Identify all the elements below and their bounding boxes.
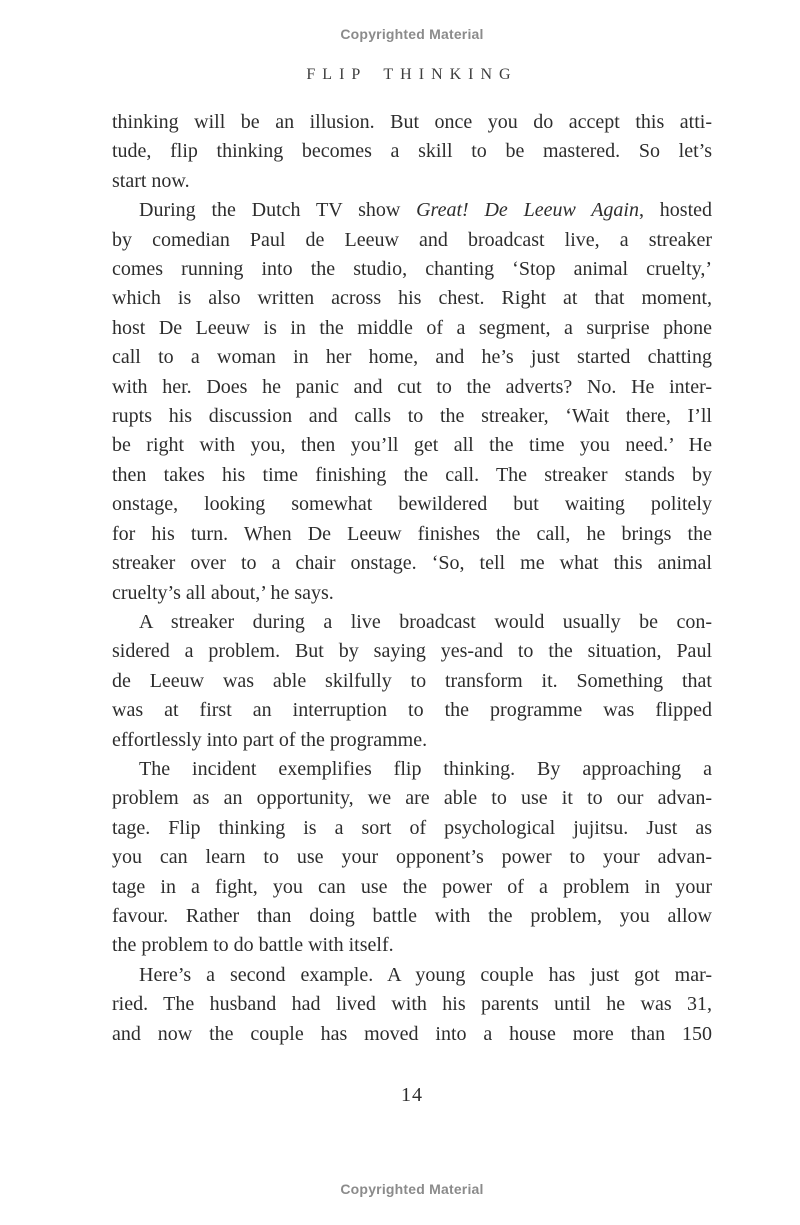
text-line xyxy=(112,520,712,549)
text-line xyxy=(112,608,712,637)
text-line xyxy=(112,931,712,960)
text-segment: onstage, looking somewhat bewildered but waiting politely xyxy=(112,493,712,516)
text-line xyxy=(112,696,712,725)
text-segment: de Leeuw was able skilfully to transform it. Something that xyxy=(112,669,712,692)
text-line xyxy=(112,137,712,166)
text-line xyxy=(112,1020,712,1049)
text-line xyxy=(112,490,712,519)
text-segment: favour. Rather than doing battle with the problem, you allow xyxy=(112,904,712,927)
text-segment: , hosted xyxy=(639,199,713,222)
text-line xyxy=(112,108,712,137)
text-segment: which is also written across his chest. Right at that moment, xyxy=(112,287,712,310)
text-segment: The incident exemplifies flip thinking. By approaching a xyxy=(139,757,712,780)
text-line xyxy=(112,814,712,843)
text-line xyxy=(112,579,712,608)
text-segment: host De Leeuw is in the middle of a segment, a surprise phone xyxy=(112,316,712,339)
text-segment: During the Dutch TV show xyxy=(139,199,417,222)
text-line xyxy=(112,755,712,784)
text-segment: streaker over to a chair onstage. ‘So, tell me what this animal xyxy=(112,552,712,575)
text-line xyxy=(112,873,712,902)
text-line xyxy=(112,726,712,755)
text-segment: you can learn to use your opponent’s power to your advan- xyxy=(112,846,712,869)
text-line xyxy=(112,990,712,1019)
text-segment: be right with you, then you’ll get all the time you need.’ He xyxy=(112,434,712,457)
text-segment: was at first an interruption to the programme was flipped xyxy=(112,699,712,722)
text-segment: thinking will be an illusion. But once you do accept this atti- xyxy=(112,111,712,133)
running-header: FLIP THINKING xyxy=(306,66,518,83)
text-segment: call to a woman in her home, and he’s just started chatting xyxy=(112,346,712,369)
text-line xyxy=(112,255,712,284)
text-line xyxy=(112,167,712,196)
text-segment: cruelty’s all about,’ he says. xyxy=(112,581,334,604)
text-line xyxy=(112,284,712,313)
text-segment: rupts his discussion and calls to the streaker, ‘Wait there, I’ll xyxy=(112,405,712,428)
text-segment: for his turn. When De Leeuw finishes the call, he brings the xyxy=(112,522,712,545)
text-segment: problem as an opportunity, we are able to use it to our advan- xyxy=(112,787,712,810)
text-segment: and now the couple has moved into a house more than 150 xyxy=(112,1022,712,1045)
text-line xyxy=(112,343,712,372)
text-line xyxy=(112,784,712,813)
text-line xyxy=(112,902,712,931)
copyright-notice-top: Copyrighted Material xyxy=(340,26,484,42)
copyright-notice-bottom: Copyrighted Material xyxy=(340,1181,484,1197)
text-line xyxy=(112,402,712,431)
text-segment-italic: Great! De Leeuw Again xyxy=(416,199,639,222)
text-segment: tage. Flip thinking is a sort of psychological jujitsu. Just as xyxy=(112,816,712,839)
text-line xyxy=(112,314,712,343)
text-segment: ried. The husband had lived with his parents until he was 31, xyxy=(112,993,712,1016)
text-segment: A streaker during a live broadcast would usually be con- xyxy=(139,610,712,633)
text-segment: then takes his time finishing the call. The streaker stands by xyxy=(112,463,712,486)
text-line xyxy=(112,843,712,872)
text-line xyxy=(112,667,712,696)
text-segment: sidered a problem. But by saying yes-and to the situation, Paul xyxy=(112,640,712,663)
text-segment: Here’s a second example. A young couple has just got mar- xyxy=(139,963,712,986)
text-segment: tude, flip thinking becomes a skill to be mastered. So let’s xyxy=(112,140,712,163)
text-line xyxy=(112,637,712,666)
text-segment: tage in a fight, you can use the power of a problem in your xyxy=(112,875,712,898)
text-segment: effortlessly into part of the programme. xyxy=(112,728,428,751)
text-line xyxy=(112,431,712,460)
text-segment: start now. xyxy=(112,169,190,192)
text-line xyxy=(112,461,712,490)
text-segment: comes running into the studio, chanting ‘Stop animal cruelty,’ xyxy=(112,258,712,281)
body-text xyxy=(112,108,712,1049)
page-number: 14 xyxy=(401,1084,423,1106)
text-segment: the problem to do battle with itself. xyxy=(112,934,394,957)
text-line xyxy=(112,373,712,402)
text-line xyxy=(112,549,712,578)
text-line xyxy=(112,196,712,225)
text-segment: with her. Does he panic and cut to the adverts? No. He inter- xyxy=(112,375,712,398)
text-line xyxy=(112,226,712,255)
text-segment: by comedian Paul de Leeuw and broadcast live, a streaker xyxy=(112,228,712,251)
text-line xyxy=(112,961,712,990)
